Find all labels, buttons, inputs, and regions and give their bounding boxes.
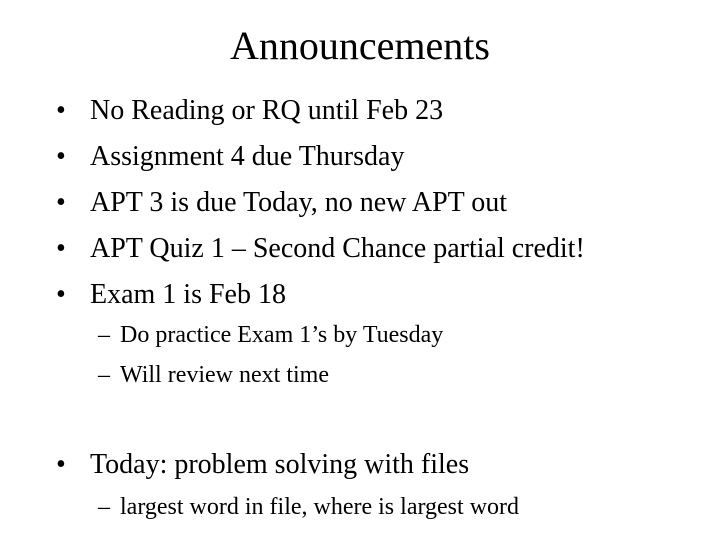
list-item xyxy=(56,272,716,318)
today-sub-list xyxy=(98,487,519,527)
bullet-icon: • xyxy=(56,187,66,218)
list-item xyxy=(56,442,716,488)
announcement-list xyxy=(56,88,716,318)
dash-icon: – xyxy=(98,494,110,520)
bullet-icon: • xyxy=(56,449,66,480)
exam-sub-list xyxy=(98,315,443,395)
sub-item-text: Will review next time xyxy=(120,362,329,388)
bullet-text: APT 3 is due Today, no new APT out xyxy=(90,187,508,218)
sub-list-item xyxy=(98,487,519,527)
bullet-icon: • xyxy=(56,233,66,264)
bullet-text: Today: problem solving with files xyxy=(90,449,470,480)
bullet-text: Assignment 4 due Thursday xyxy=(90,141,405,172)
today-list xyxy=(56,442,716,488)
list-item xyxy=(56,88,716,134)
sub-item-text: Do practice Exam 1’s by Tuesday xyxy=(120,322,444,348)
bullet-icon: • xyxy=(56,279,66,310)
list-item xyxy=(56,134,716,180)
dash-icon: – xyxy=(98,362,110,388)
bullet-text: Exam 1 is Feb 18 xyxy=(90,279,286,310)
sub-list-item xyxy=(98,355,443,395)
list-item xyxy=(56,180,716,226)
bullet-icon: • xyxy=(56,95,66,126)
bullet-text: No Reading or RQ until Feb 23 xyxy=(90,95,444,126)
sub-list-item xyxy=(98,315,443,355)
bullet-text: APT Quiz 1 – Second Chance partial credit! xyxy=(90,233,585,264)
sub-item-text: largest word in file, where is largest word xyxy=(120,494,520,520)
bullet-icon: • xyxy=(56,141,66,172)
dash-icon: – xyxy=(98,322,110,348)
slide-title: Announcements xyxy=(230,23,490,68)
list-item xyxy=(56,226,716,272)
